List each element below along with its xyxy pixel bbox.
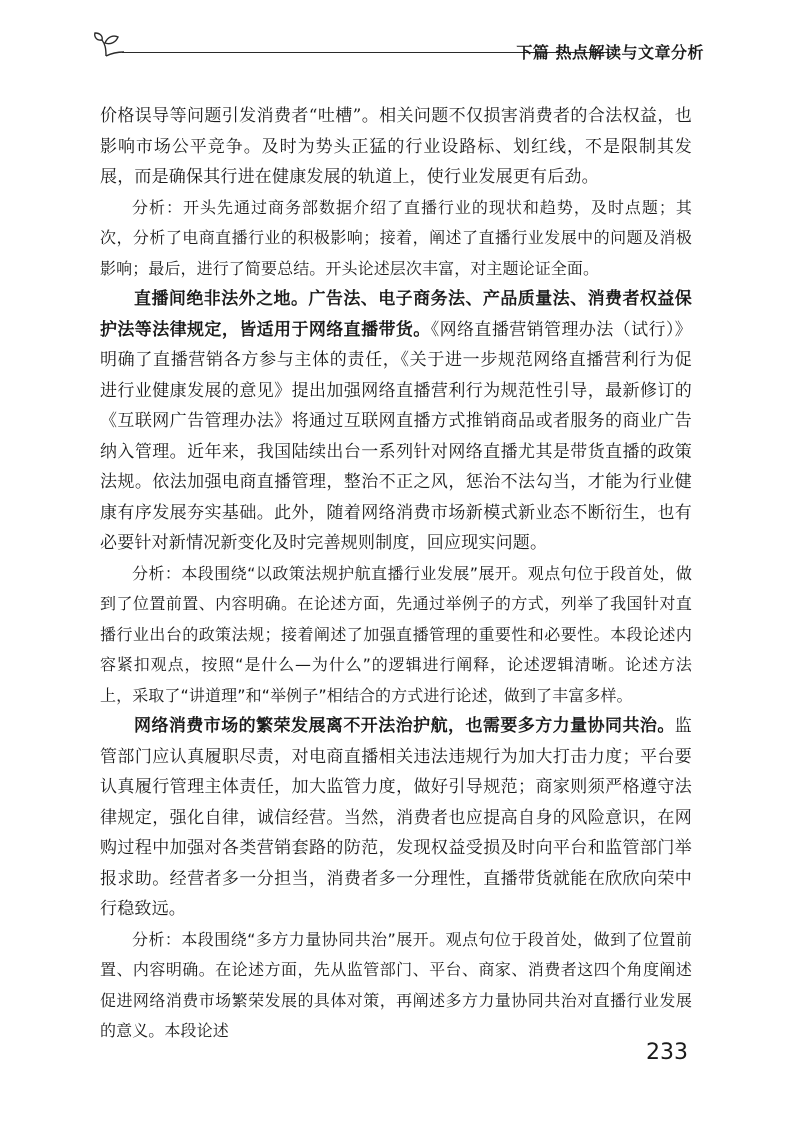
analysis-paragraph	[100, 559, 692, 712]
page-body	[100, 101, 692, 1047]
paragraph-text: 《网络直播营销管理办法（试行）》明确了直播营销各方参与主体的责任，《关于进一步规范网络直播营利行为促进行业健康发展的意见》提出加强网络直播营利行为规范性引导，最新修订的《互联网广告管理办法》将通过互联网直播方式推销商品或者服务的商业广告纳入管理。近年来，我国陆续出台一系列针对网络直播尤其是带货直播的政策法规。依法加强电商直播管理，整治不正之风，惩治不法勾当，才能为行业健康有序发展夯实基础。此外，随着网络消费市场新模式新业态不断衍生，也有必要针对新情况新变化及时完善规则制度，回应现实问题。	[100, 319, 692, 553]
body-paragraph	[100, 711, 692, 925]
body-paragraph	[100, 284, 692, 559]
paragraph-text: 价格误导等问题引发消费者“吐槽”。相关问题不仅损害消费者的合法权益，也影响市场公平竞争。及时为势头正猛的行业设路标、划红线，不是限制其发展，而是确保其行进在健康发展的轨道上，使行业发展更有后劲。	[100, 106, 692, 187]
analysis-paragraph	[100, 925, 692, 1047]
paragraph-text: 分析：本段围绕“以政策法规护航直播行业发展”展开。观点句位于段首处，做到了位置前置、内容明确。在论述方面，先通过举例子的方式，列举了我国针对直播行业出台的政策法规；接着阐述了加强直播管理的重要性和必要性。本段论述内容紧扣观点，按照“是什么—为什么”的逻辑进行阐释，论述逻辑清晰。论述方法上，采取了“讲道理”和“举例子”相结合的方式进行论述，做到了丰富多样。	[100, 563, 692, 705]
paragraph-lead: 网络消费市场的繁荣发展离不开法治护航，也需要多方力量协同共治。	[134, 716, 675, 736]
paragraph-continuation	[100, 101, 692, 193]
analysis-paragraph	[100, 193, 692, 285]
paragraph-text: 分析：开头先通过商务部数据介绍了直播行业的现状和趋势，及时点题；其次，分析了电商直播行业的积极影响；接着，阐述了直播行业发展中的问题及消极影响；最后，进行了简要总结。开头论述层次丰富，对主题论证全面。	[100, 197, 692, 278]
paragraph-text: 监管部门应认真履职尽责，对电商直播相关违法违规行为加大打击力度；平台要认真履行管理主体责任，加大监管力度，做好引导规范；商家则须严格遵守法律规定，强化自律，诚信经营。当然，消费者也应提高自身的风险意识，在网购过程中加强对各类营销套路的防范，发现权益受损及时向平台和监管部门举报求助。经营者多一分担当，消费者多一分理性，直播带货就能在欣欣向荣中行稳致远。	[100, 716, 692, 919]
sprout-icon	[92, 30, 126, 60]
paragraph-lead: 直播间绝非法外之地。广告法、电子商务法、产品质量法、消费者权益保护法等法律规定，皆适用于网络直播带货。	[100, 289, 692, 340]
section-title: 下篇 热点解读与文章分析	[516, 43, 704, 62]
page-number: 233	[646, 1040, 688, 1065]
paragraph-text: 分析：本段围绕“多方力量协同共治”展开。观点句位于段首处，做到了位置前置、内容明确。在论述方面，先从监管部门、平台、商家、消费者这四个角度阐述促进网络消费市场繁荣发展的具体对策，再阐述多方力量协同共治对直播行业发展的意义。本段论述	[100, 929, 692, 1040]
running-header	[92, 30, 704, 70]
